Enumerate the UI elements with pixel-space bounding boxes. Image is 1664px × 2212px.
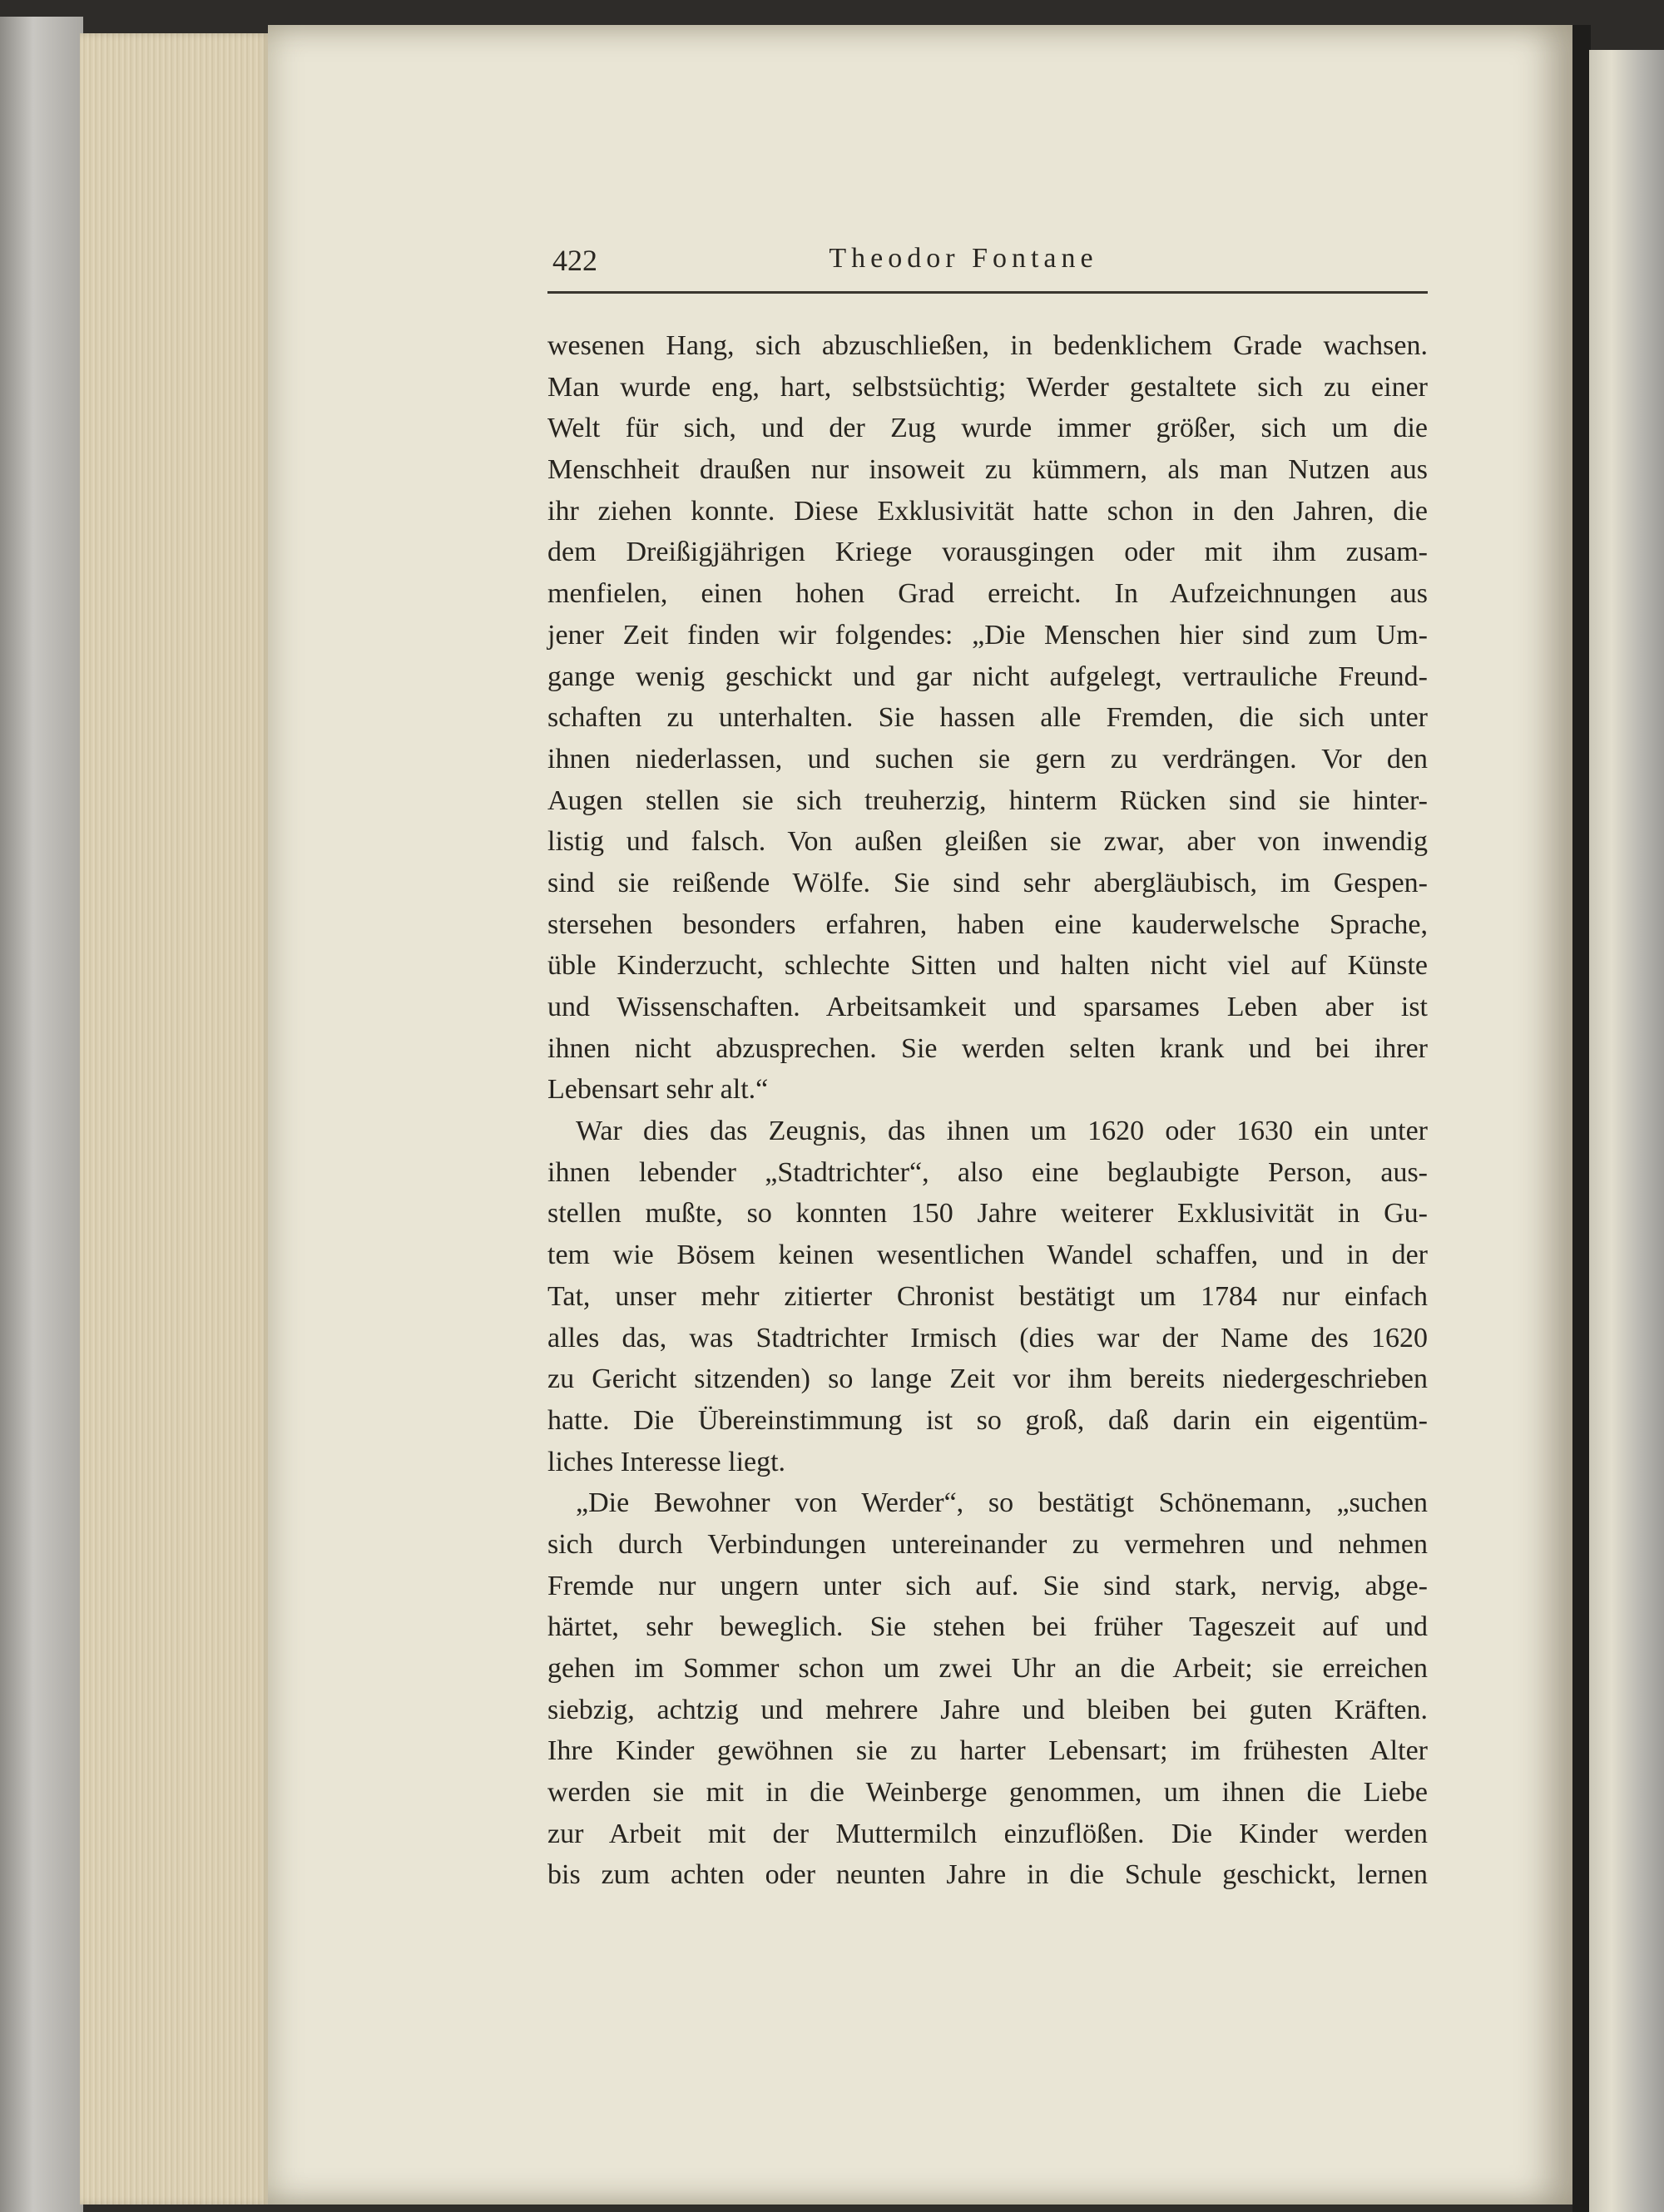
- text-line: alles das, was Stadtrichter Irmisch (dies war der Name des 1620: [547, 1322, 1428, 1353]
- running-head: Theodor Fontane: [829, 243, 1098, 274]
- text-line: Fremde nur ungern unter sich auf. Sie sind stark, nervig, abge-: [547, 1570, 1428, 1601]
- text-line: werden sie mit in die Weinberge genommen, um ihnen die Liebe: [547, 1777, 1428, 1809]
- text-line: Man wurde eng, hart, selbstsüchtig; Werder gestaltete sich zu einer: [547, 371, 1428, 403]
- text-line: gange wenig geschickt und gar nicht aufgelegt, vertrauliche Freund-: [547, 661, 1428, 692]
- text-line: Augen stellen sie sich treuherzig, hinterm Rücken sind sie hinter-: [547, 784, 1428, 816]
- text-line: Lebensart sehr alt.“: [547, 1074, 769, 1106]
- text-line: siebzig, achtzig und mehrere Jahre und bleiben bei guten Kräften.: [547, 1694, 1428, 1725]
- text-line: üble Kinderzucht, schlechte Sitten und halten nicht viel auf Künste: [547, 950, 1428, 982]
- text-line: listig und falsch. Von außen gleißen sie zwar, aber von inwendig: [547, 826, 1428, 858]
- text-line: ihnen lebender „Stadtrichter“, also eine beglaubigte Person, aus-: [547, 1156, 1428, 1188]
- text-line: Tat, unser mehr zitierter Chronist bestätigt um 1784 nur einfach: [547, 1280, 1428, 1312]
- text-line: „Die Bewohner von Werder“, so bestätigt Schönemann, „suchen: [576, 1487, 1428, 1519]
- text-line: jener Zeit finden wir folgendes: „Die Menschen hier sind zum Um-: [547, 619, 1428, 651]
- text-line: tem wie Bösem keinen wesentlichen Wandel schaffen, und in der: [547, 1240, 1428, 1271]
- page-number: 422: [552, 244, 597, 277]
- text-line: War dies das Zeugnis, das ihnen um 1620 oder 1630 ein unter: [576, 1116, 1428, 1147]
- book-gutter: [1572, 25, 1591, 2212]
- text-line: hatte. Die Übereinstimmung ist so groß, daß darin ein eigentüm-: [547, 1404, 1428, 1436]
- text-line: schaften zu unterhalten. Sie hassen alle Fremden, die sich unter: [547, 702, 1428, 734]
- text-line: zu Gericht sitzenden) so lange Zeit vor ihm bereits niedergeschrieben: [547, 1363, 1428, 1395]
- text-line: bis zum achten oder neunten Jahre in die Schule geschickt, lernen: [547, 1859, 1428, 1891]
- facing-page-edge: [1589, 50, 1664, 2212]
- text-line: Welt für sich, und der Zug wurde immer größer, sich um die: [547, 413, 1428, 444]
- text-line: dem Dreißigjährigen Kriege vorausgingen oder mit ihm zusam-: [547, 537, 1428, 568]
- text-line: sind sie reißende Wölfe. Sie sind sehr abergläubisch, im Gespen-: [547, 867, 1428, 898]
- text-line: sich durch Verbindungen untereinander zu vermehren und nehmen: [547, 1528, 1428, 1560]
- text-line: gehen im Sommer schon um zwei Uhr an die Arbeit; sie erreichen: [547, 1653, 1428, 1684]
- book-cover-edge: [0, 17, 83, 2212]
- text-line: ihr ziehen konnte. Diese Exklusivität hatte schon in den Jahren, die: [547, 495, 1428, 527]
- text-line: Menschheit draußen nur insoweit zu kümmern, als man Nutzen aus: [547, 454, 1428, 486]
- text-line: stersehen besonders erfahren, haben eine kauderwelsche Sprache,: [547, 908, 1428, 940]
- text-line: zur Arbeit mit der Muttermilch einzuflößen. Die Kinder werden: [547, 1818, 1428, 1849]
- text-line: Ihre Kinder gewöhnen sie zu harter Lebensart; im frühesten Alter: [547, 1735, 1428, 1767]
- body-text: [547, 325, 1428, 1896]
- text-line: und Wissenschaften. Arbeitsamkeit und sparsames Leben aber ist: [547, 992, 1428, 1022]
- text-line: härtet, sehr beweglich. Sie stehen bei früher Tageszeit auf und: [547, 1611, 1428, 1643]
- text-line: liches Interesse liegt.: [547, 1446, 786, 1477]
- text-line: stellen mußte, so konnten 150 Jahre weiterer Exklusivität in Gu-: [547, 1198, 1428, 1230]
- text-line: ihnen niederlassen, und suchen sie gern zu verdrängen. Vor den: [547, 743, 1428, 774]
- text-line: ihnen nicht abzusprechen. Sie werden selten krank und bei ihrer: [547, 1032, 1428, 1064]
- page-header: [547, 243, 1428, 285]
- page-edges: [80, 33, 271, 2205]
- text-line: menfielen, einen hohen Grad erreicht. In Aufzeichnungen aus: [547, 578, 1428, 610]
- header-rule: [547, 291, 1428, 294]
- text-line: wesenen Hang, sich abzuschließen, in bedenklichem Grade wachsen.: [547, 330, 1428, 361]
